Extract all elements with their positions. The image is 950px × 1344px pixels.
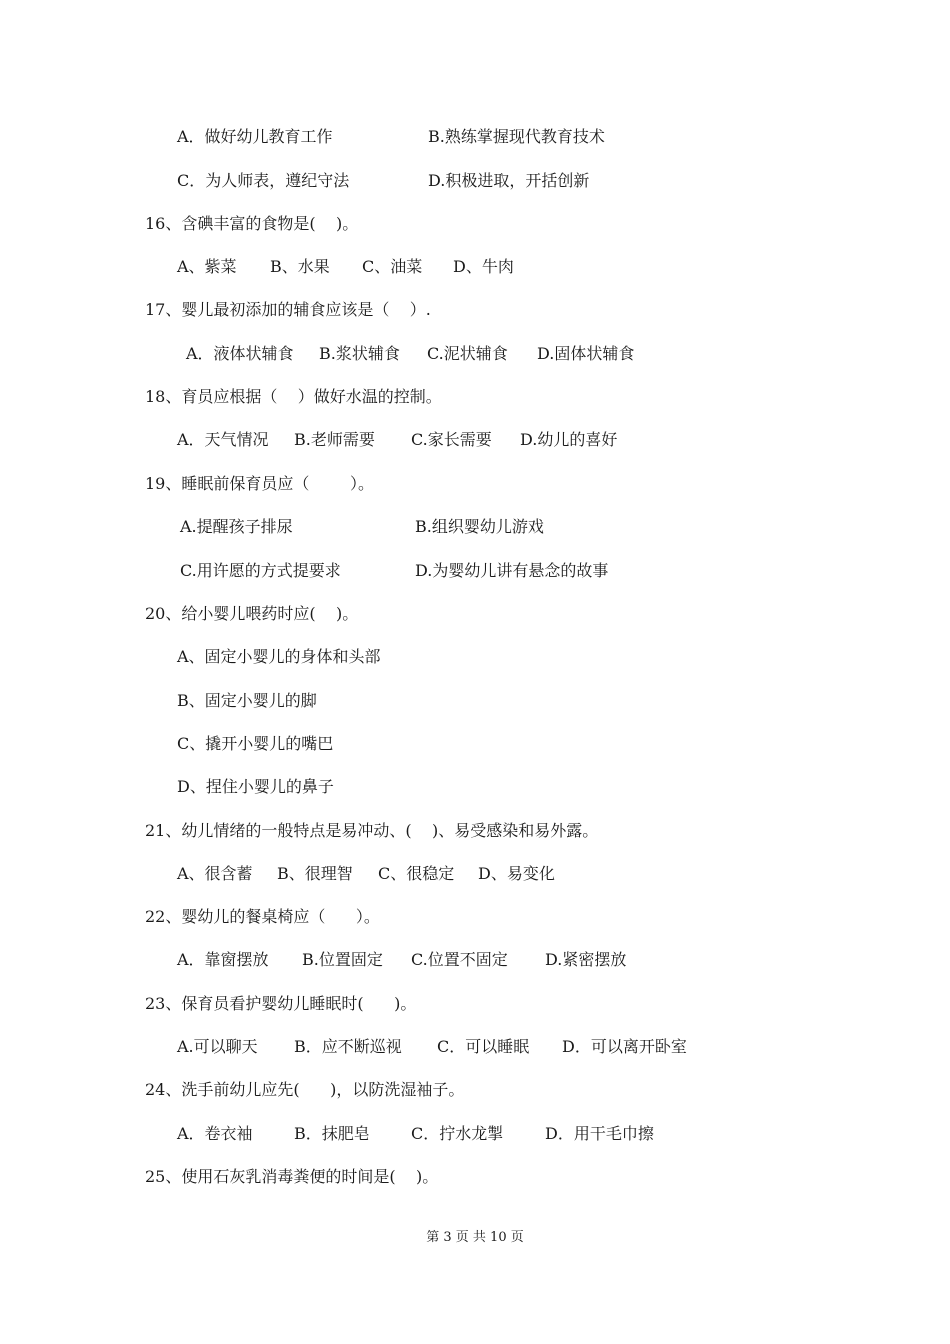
q16-option-a: A、紫菜 (177, 257, 237, 276)
q15-option-a: A．做好幼儿教育工作 (177, 127, 333, 146)
q17-option-a: A．液体状辅食 (186, 344, 294, 363)
q19-option-b: B.组织婴幼儿游戏 (415, 517, 544, 536)
q24-option-c: C．拧水龙掣 (411, 1124, 504, 1143)
q18-stem: 18、育员应根据（ ）做好水温的控制。 (145, 387, 442, 406)
q18-option-a: A．天气情况 (177, 430, 269, 449)
q16-option-c: C、油菜 (362, 257, 423, 276)
q21-option-b: B、很理智 (277, 864, 353, 883)
q19-option-c: C.用许愿的方式提要求 (180, 561, 341, 580)
q17-option-d: D.固体状辅食 (537, 344, 635, 363)
q23-option-b: B．应不断巡视 (294, 1037, 402, 1056)
q21-option-d: D、易变化 (478, 864, 555, 883)
q18-option-c: C.家长需要 (411, 430, 492, 449)
q15-option-b: B.熟练掌握现代教育技术 (428, 127, 605, 146)
page-footer: 第 3 页 共 10 页 (426, 1230, 524, 1245)
q19-stem: 19、睡眠前保育员应（ ）。 (145, 474, 375, 493)
q24-option-d: D．用干毛巾擦 (545, 1124, 654, 1143)
q15-option-d: D.积极进取，开括创新 (428, 171, 590, 190)
q22-option-a: A．靠窗摆放 (177, 950, 269, 969)
q19-option-d: D.为婴幼儿讲有悬念的故事 (415, 561, 609, 580)
q22-option-d: D.紧密摆放 (545, 950, 627, 969)
q23-stem: 23、保育员看护婴幼儿睡眠时( )。 (145, 994, 417, 1013)
q20-option-c: C、撬开小婴儿的嘴巴 (177, 734, 334, 753)
q23-option-a: A.可以聊天 (177, 1037, 258, 1056)
q18-option-d: D.幼儿的喜好 (520, 430, 618, 449)
q24-stem: 24、洗手前幼儿应先( )，以防洗湿袖子。 (145, 1080, 465, 1099)
q23-option-d: D．可以离开卧室 (562, 1037, 687, 1056)
q20-option-d: D、捏住小婴儿的鼻子 (177, 777, 334, 796)
q20-stem: 20、给小婴儿喂药时应( )。 (145, 604, 359, 623)
q21-option-c: C、很稳定 (378, 864, 455, 883)
q23-option-c: C．可以睡眠 (437, 1037, 530, 1056)
q22-option-c: C.位置不固定 (411, 950, 508, 969)
q17-stem: 17、婴儿最初添加的辅食应该是（ ）. (145, 300, 431, 319)
q20-option-a: A、固定小婴儿的身体和头部 (177, 647, 381, 666)
q24-option-a: A．卷衣袖 (177, 1124, 253, 1143)
q22-option-b: B.位置固定 (302, 950, 383, 969)
q17-option-b: B.浆状辅食 (319, 344, 400, 363)
q25-stem: 25、使用石灰乳消毒粪便的时间是( )。 (145, 1167, 439, 1186)
q16-stem: 16、含碘丰富的食物是( )。 (145, 214, 359, 233)
q16-option-b: B、水果 (270, 257, 330, 276)
q24-option-b: B．抹肥皂 (294, 1124, 370, 1143)
q17-option-c: C.泥状辅食 (427, 344, 508, 363)
q19-option-a: A.提醒孩子排尿 (180, 517, 293, 536)
q18-option-b: B.老师需要 (294, 430, 375, 449)
q21-option-a: A、很含蓄 (177, 864, 253, 883)
q21-stem: 21、幼儿情绪的一般特点是易冲动、( )、易受感染和易外露。 (145, 821, 599, 840)
q16-option-d: D、牛肉 (453, 257, 514, 276)
q15-option-c: C．为人师表，遵纪守法 (177, 171, 350, 190)
q22-stem: 22、婴幼儿的餐桌椅应（ ）。 (145, 907, 380, 926)
q20-option-b: B、固定小婴儿的脚 (177, 691, 317, 710)
